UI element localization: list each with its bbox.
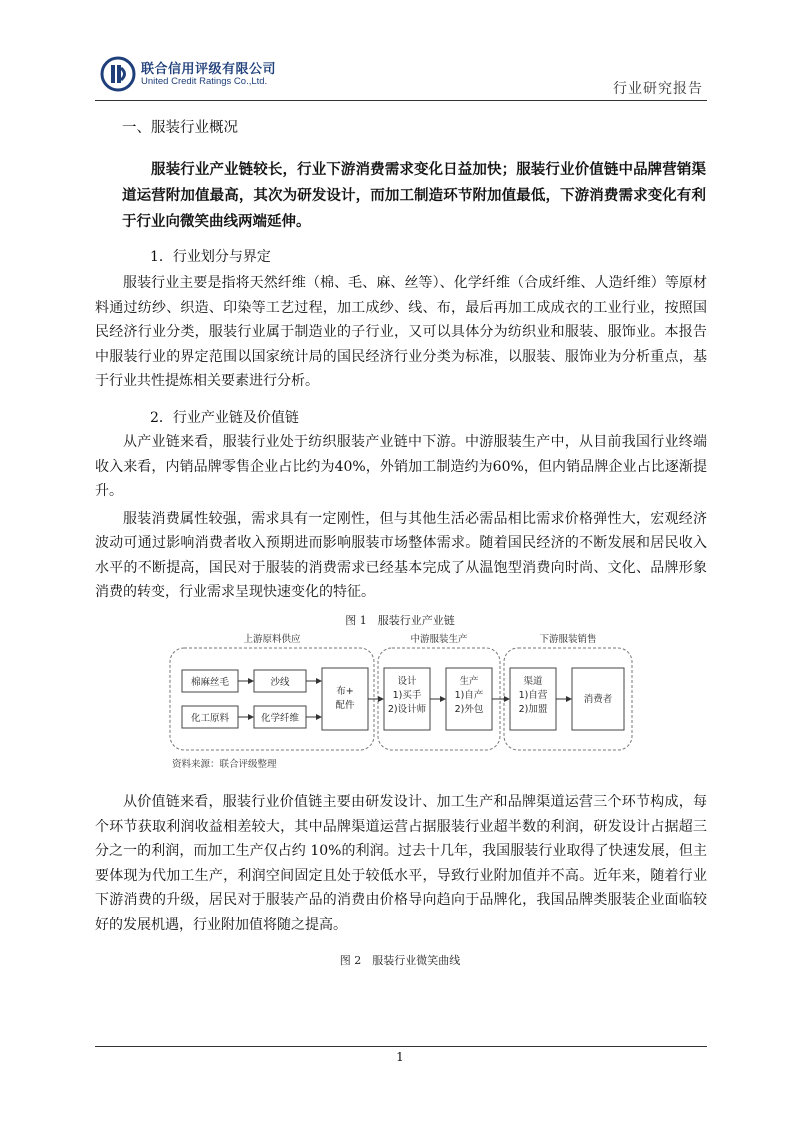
- box-consumer: 消费者: [583, 694, 613, 705]
- box-chemical: 化工原料: [190, 713, 230, 724]
- company-name-en: United Credit Ratings Co.,Ltd.: [141, 76, 268, 87]
- page-number: 1: [396, 1050, 404, 1064]
- figure-2-caption: 图 2 服装行业微笑曲线: [339, 954, 461, 967]
- section-title: 一、服装行业概况: [122, 120, 238, 136]
- group-midstream-label: 中游服装生产: [410, 634, 468, 645]
- footer-divider: [95, 1046, 707, 1047]
- paragraph: 服装行业主要是指将天然纤维（棉、毛、麻、丝等）、化学纤维（合成纤维、人造纤维）等原材料通过纺纱、织造、印染等工艺过程，加工成纱、线、布，最后再加工成成衣的工业行业，按照国民经济行业分类，服装行业属于制造业的子行业，又可以具体分为纺织业和服装、服饰业。本报告中服装行业的界定范围以国家统计局的国民经济行业分类为标准，以服装、服饰业为分析重点，基于行业共性提炼相关要素进行分析。: [95, 275, 707, 389]
- box-cotton: 棉麻丝毛: [190, 677, 230, 688]
- header-divider: [95, 100, 707, 101]
- box-channel-line1: 渠道: [523, 676, 543, 687]
- paragraph: 从产业链来看，服装行业处于纺织服装产业链中下游。中游服装生产中，从目前我国行业终端收入来看，内销品牌零售企业占比约为40%，外销加工制造约为60%，但内销品牌企业占比逐渐提升。: [95, 434, 707, 499]
- figure-1-source: 资料来源：联合评级整理: [172, 759, 277, 770]
- section-summary-block: [122, 157, 706, 235]
- box-design-line1: 设计: [397, 676, 417, 687]
- page-header: [95, 52, 707, 100]
- box-design-line3: 2)设计师: [387, 704, 427, 715]
- figure-1-diagram: [168, 632, 634, 754]
- report-type: 行业研究报告: [613, 81, 703, 97]
- box-prod-line3: 2)外包: [454, 704, 484, 715]
- box-prod-line2: 1)自产: [454, 690, 484, 701]
- value-chain-body: [95, 790, 707, 937]
- company-logo-icon: [100, 56, 136, 92]
- box-channel-line3: 2)加盟: [518, 704, 548, 715]
- box-channel-line2: 1)自营: [518, 690, 548, 701]
- subsection-1-title: 1．行业划分与界定: [150, 249, 271, 265]
- box-cloth-line1: 布+: [336, 686, 354, 697]
- subsection-2-title: 2．行业产业链及价值链: [150, 410, 299, 426]
- box-prod-line1: 生产: [459, 676, 479, 687]
- subsection-1-body: [95, 271, 707, 394]
- subsection-2-body: [95, 430, 707, 605]
- box-cloth-line2: 配件: [335, 700, 355, 711]
- figure-1-caption: 图 1 服装行业产业链: [345, 614, 455, 627]
- paragraph: 服装消费属性较强，需求具有一定刚性，但与其他生活必需品相比需求价格弹性大，宏观经济波动可通过影响消费者收入预期进而影响服装市场整体需求。随着国民经济的不断发展和居民收入水平的不断提高，国民对于服装的消费需求已经基本完成了从温饱型消费向时尚、文化、品牌形象消费的转变，行业需求呈现快速变化的特征。: [95, 510, 707, 600]
- box-fiber: 化学纤维: [260, 713, 300, 724]
- section-summary: 服装行业产业链较长，行业下游消费需求变化日益加快；服装行业价值链中品牌营销渠道运营附加值最高，其次为研发设计，而加工制造环节附加值最低，下游消费需求变化有利于行业向微笑曲线两端延伸。: [122, 161, 706, 230]
- box-design-line2: 1)买手: [392, 690, 422, 701]
- box-yarn: 沙线: [270, 677, 290, 688]
- paragraph: 从价值链来看，服装行业价值链主要由研发设计、加工生产和品牌渠道运营三个环节构成，每个环节获取利润收益相差较大，其中品牌渠道运营占据服装行业超半数的利润，研发设计占据超三分之一的利润，而加工生产仅占约 10%的利润。过去十几年，我国服装行业取得了快速发展，但主要体现为代加工生产，利润空间固定且处于较低水平，导致行业附加值并不高。近年来，随着行业下游消费的升级，居民对于服装产品的消费由价格导向趋向于品牌化，我国品牌类服装企业面临较好的发展机遇，行业附加值将随之提高。: [95, 794, 707, 933]
- company-name-cn: 联合信用评级有限公司: [141, 62, 277, 77]
- group-downstream-label: 下游服装销售: [539, 634, 597, 645]
- group-upstream-label: 上游原料供应: [243, 634, 301, 645]
